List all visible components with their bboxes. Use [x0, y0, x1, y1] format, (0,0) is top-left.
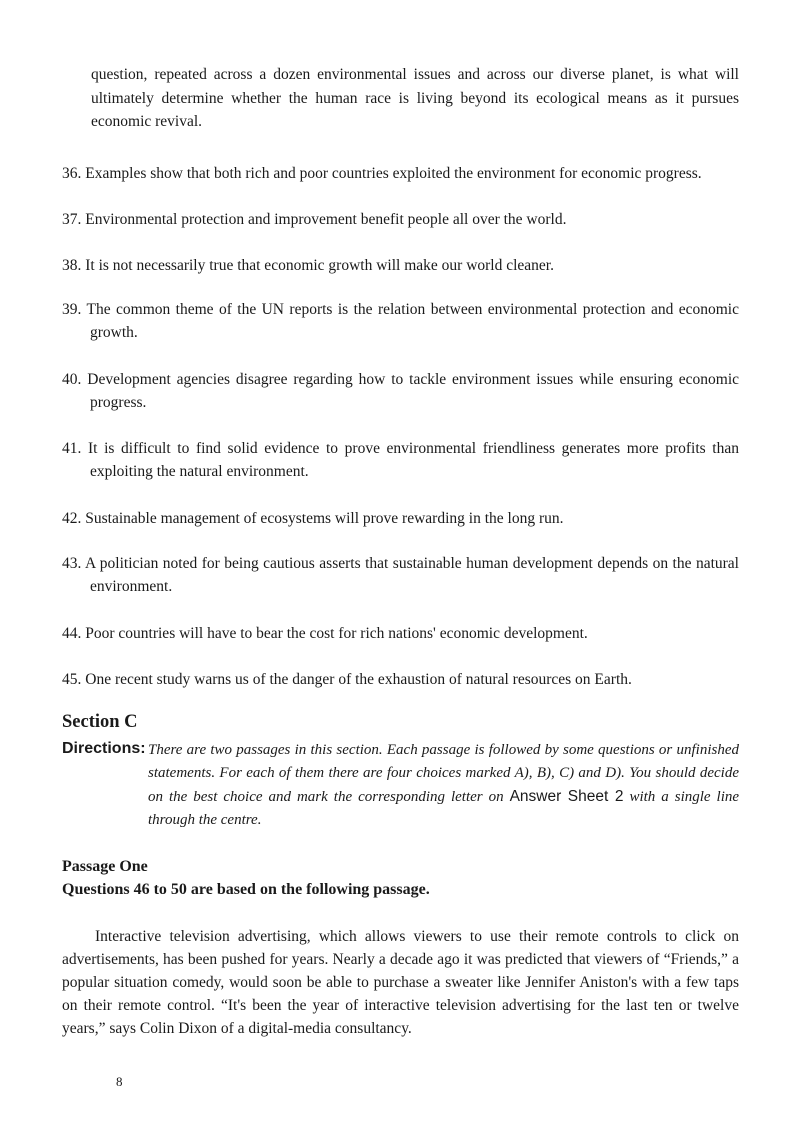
statement-45: 45. One recent study warns us of the danger of the exhaustion of natural resources on Earth. — [62, 671, 632, 688]
directions-label: Directions: — [62, 740, 146, 757]
page-number: 8 — [116, 1074, 123, 1089]
directions-text-part1: There are two passages in this section. Each passage is followed by some questions or unfinished statements. For each of them there are four choices marked A), B), C) and D). You should decide on the best choice and mark the corresponding letter on — [148, 742, 739, 805]
statement-41: 41. It is difficult to find solid evidence to prove environmental friendliness generates more profits than exploiting the natural environment. — [62, 440, 739, 480]
statement-38: 38. It is not necessarily true that economic growth will make our world cleaner. — [62, 257, 554, 274]
statement-42: 42. Sustainable management of ecosystems will prove rewarding in the long run. — [62, 510, 564, 527]
statement-43: 43. A politician noted for being cautious asserts that sustainable human development depends on the natural environment. — [62, 555, 739, 595]
directions-text — [148, 739, 739, 832]
section-title: Section C — [62, 712, 138, 732]
passage-subheading: Questions 46 to 50 are based on the following passage. — [62, 881, 430, 898]
statement-40: 40. Development agencies disagree regarding how to tackle environment issues while ensuring economic progress. — [62, 371, 739, 411]
statement-36: 36. Examples show that both rich and poor countries exploited the environment for economic progress. — [62, 165, 702, 182]
passage-heading: Passage One — [62, 858, 148, 875]
continuation-paragraph: question, repeated across a dozen environmental issues and across our diverse planet, is what will ultimately determine whether the human race is living beyond its ecological means as it pursues economic revival. — [91, 66, 739, 130]
statement-44: 44. Poor countries will have to bear the cost for rich nations' economic development. — [62, 625, 588, 642]
directions-text-part2: with a single line through the centre. — [148, 789, 740, 828]
statement-37: 37. Environmental protection and improvement benefit people all over the world. — [62, 211, 567, 228]
answer-sheet-label: Answer Sheet 2 — [509, 788, 624, 805]
passage-text: Interactive television advertising, which allows viewers to use their remote controls to click on advertisements, has been pushed for years. Nearly a decade ago it was predicted that viewers of “Friends,” a popular situation comedy, would soon be able to purchase a sweater like Jennifer Aniston's with a few taps on their remote control. “It's been the year of interactive television advertising for the last ten or twelve years,” says Colin Dixon of a digital-media consultancy. — [62, 928, 739, 1037]
statement-39: 39. The common theme of the UN reports is the relation between environmental protection and economic growth. — [62, 301, 739, 341]
